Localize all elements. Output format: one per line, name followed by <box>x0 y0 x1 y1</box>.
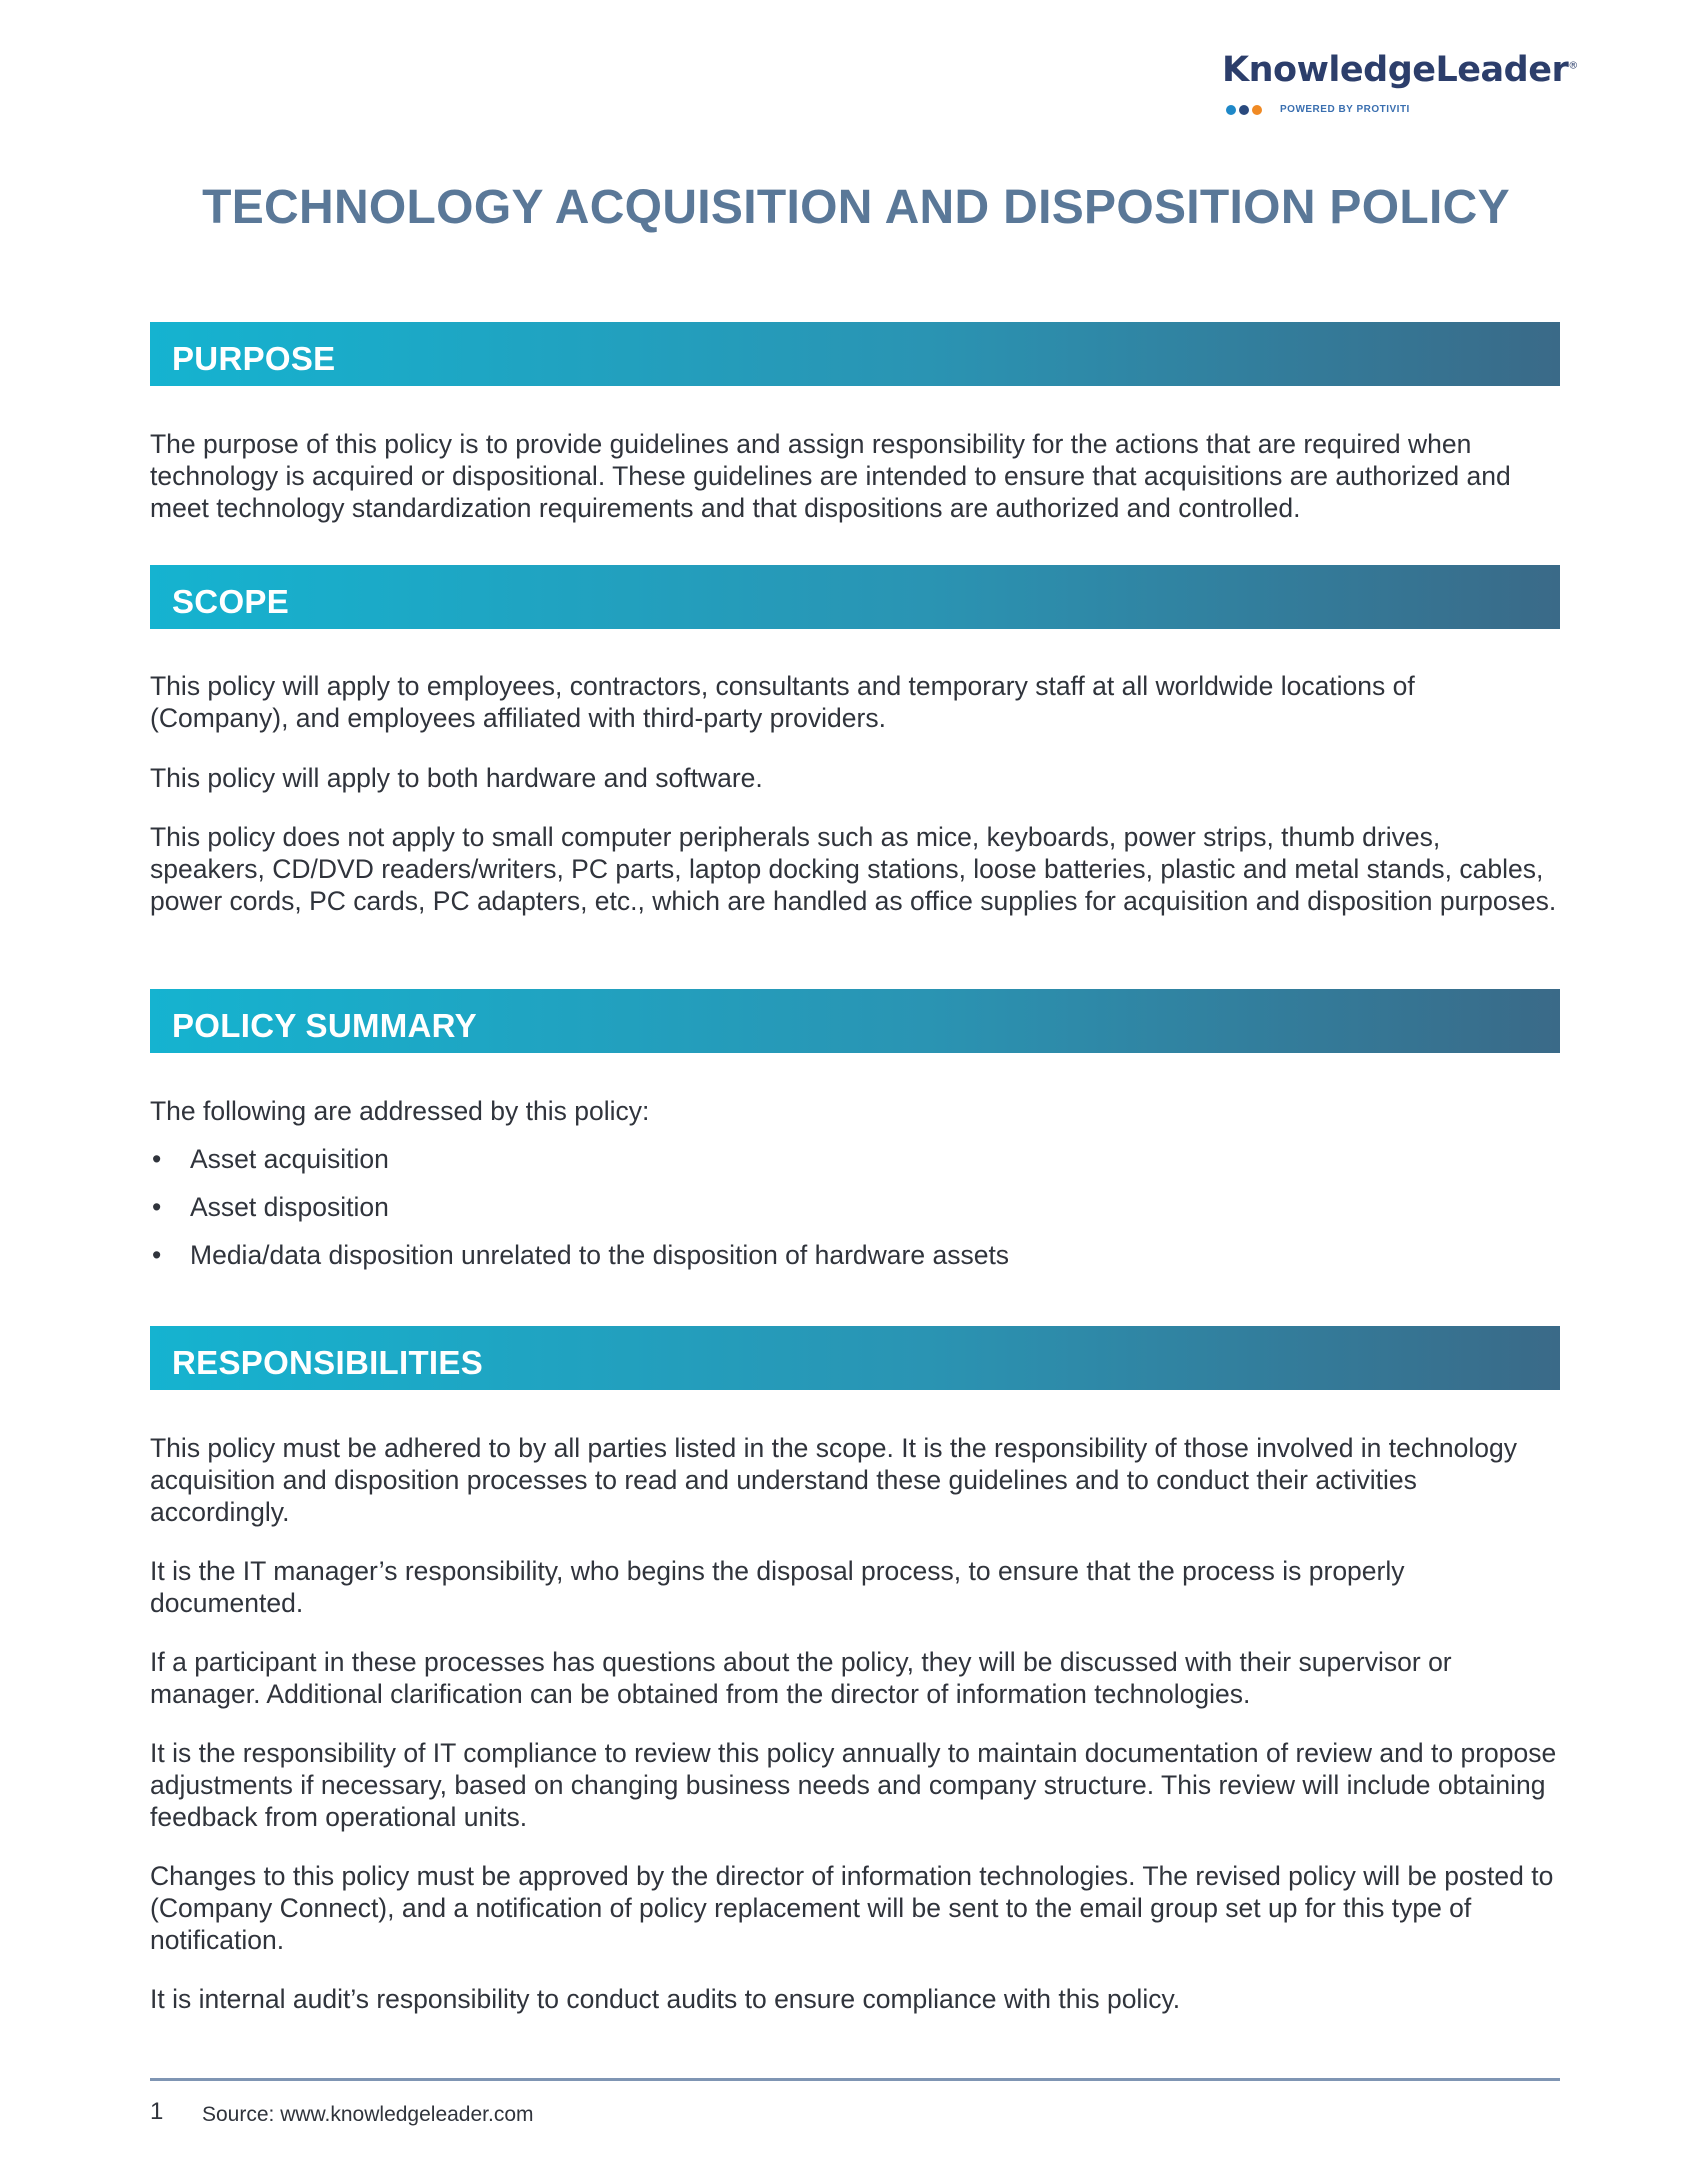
scope-paragraph-2: This policy will apply to both hardware and software. <box>150 763 763 793</box>
powered-by-text: POWERED BY PROTIVITI <box>1280 104 1410 115</box>
page-number: 1 <box>150 2098 164 2125</box>
responsibilities-paragraph-1: This policy must be adhered to by all parties listed in the scope. It is the responsibility of those involved in technology acquisition and disposition processes to read and understand these guidelines and to conduct their activities accordingly. <box>150 1433 1517 1527</box>
source-note: Source: www.knowledgeleader.com <box>202 2103 534 2126</box>
footer-divider <box>150 2078 1560 2081</box>
brand-name: KnowledgeLeader® <box>1222 50 1578 90</box>
document-title: TECHNOLOGY ACQUISITION AND DISPOSITION POLICY <box>202 181 1510 234</box>
scope-paragraph-3: This policy does not apply to small computer peripherals such as mice, keyboards, power strips, thumb drives, speakers, CD/DVD readers/writers, PC parts, laptop docking stations, loose batteries, plastic and metal stands, cables, power cords, PC cards, PC adapters, etc., which are handled as office supplies for acquisition and disposition purposes. <box>150 822 1557 916</box>
section-heading: RESPONSIBILITIES <box>172 1344 484 1381</box>
section-heading: POLICY SUMMARY <box>172 1007 477 1044</box>
policy-summary-intro: The following are addressed by this policy: <box>150 1096 650 1126</box>
responsibilities-paragraph-2: It is the IT manager’s responsibility, who begins the disposal process, to ensure that the process is properly documented. <box>150 1556 1405 1618</box>
knowledgeleader-logo <box>1222 50 1578 115</box>
bullet-icon: • <box>152 1240 162 1270</box>
policy-summary-list <box>150 1143 1560 1287</box>
scope-paragraph-1: This policy will apply to employees, contractors, consultants and temporary staff at all worldwide locations of (Company), and employees affiliated with third-party providers. <box>150 671 1415 733</box>
brand-dots-icon <box>1226 105 1262 115</box>
section-header-responsibilities <box>150 1326 1560 1390</box>
purpose-paragraph: The purpose of this policy is to provide guidelines and assign responsibility for the actions that are required when technology is acquired or dispositional. These guidelines are intended to ensure that acquisitions are authorized and meet technology standardization requirements and that dispositions are authorized and controlled. <box>150 429 1511 523</box>
responsibilities-paragraph-3: If a participant in these processes has questions about the policy, they will be discussed with their supervisor or manager. Additional clarification can be obtained from the director of information technologies. <box>150 1647 1452 1709</box>
bullet-icon: • <box>152 1192 162 1222</box>
list-item: • Media/data disposition unrelated to the disposition of hardware assets <box>152 1240 1010 1270</box>
section-header-purpose <box>150 322 1560 386</box>
section-heading: PURPOSE <box>172 340 336 377</box>
responsibilities-paragraph-5: Changes to this policy must be approved by the director of information technologies. The revised policy will be posted to (Company Connect), and a notification of policy replacement will be sent to the email group set up for this type of notification. <box>150 1861 1554 1955</box>
powered-by-row <box>1222 104 1562 115</box>
bullet-icon: • <box>152 1144 162 1174</box>
responsibilities-paragraph-4: It is the responsibility of IT compliance to review this policy annually to maintain documentation of review and to propose adjustments if necessary, based on changing business needs and company structure. This review will include obtaining feedback from operational units. <box>150 1738 1557 1832</box>
registered-mark: ® <box>1568 60 1578 72</box>
list-item: • Asset acquisition <box>152 1144 389 1174</box>
section-header-scope <box>150 565 1560 629</box>
list-item: • Asset disposition <box>152 1192 389 1222</box>
section-heading: SCOPE <box>172 583 290 620</box>
responsibilities-paragraph-6: It is internal audit’s responsibility to conduct audits to ensure compliance with this policy. <box>150 1984 1181 2014</box>
section-header-policy-summary <box>150 989 1560 1053</box>
